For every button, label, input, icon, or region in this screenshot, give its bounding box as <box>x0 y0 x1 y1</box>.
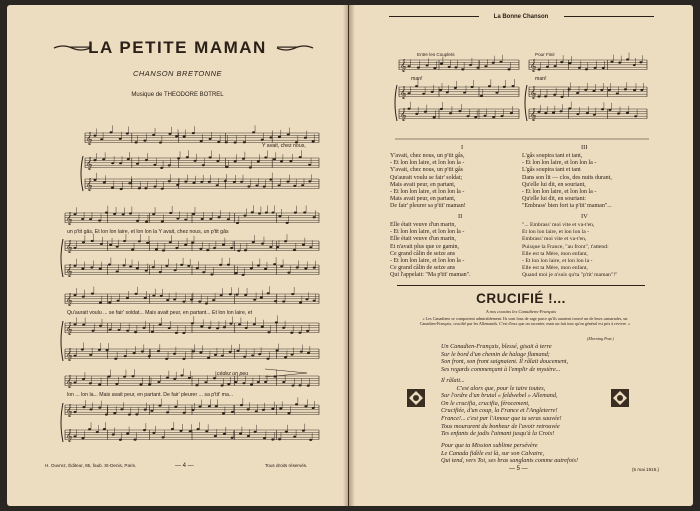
svg-text:𝄞: 𝄞 <box>66 212 73 225</box>
music-staff <box>529 101 647 121</box>
page-number-right: — 5 — <box>509 466 528 472</box>
svg-text:𝄞: 𝄞 <box>400 108 407 121</box>
music-staff <box>85 173 319 191</box>
system-brace <box>395 85 397 121</box>
lyric-line-2: un p'tit gâs, Et lon lon laire, et lon lon la Y avait, chez nous, un p'tit gâs <box>67 229 229 235</box>
music-staff <box>529 82 647 99</box>
verse-numeral-3: III <box>581 144 588 151</box>
verse-3: L'gâs soupira tant et tant, - Et lon lon laire, et lon lon la - L'gâs soupira tant et tant Dans son lit — clos, des nuits durant, Qu'elle lui dit, en souriant, - Et lon lon laire, et lon lon la - Qu'elle lui dit, en souriant: "Embrass' bien fort ta p'tit' maman"... <box>522 153 612 210</box>
label-man-2: man! <box>535 76 547 82</box>
svg-text:𝄞: 𝄞 <box>530 108 537 121</box>
verse-1: Y'avait, chez nous, un p'tit gâs, - Et lon lon laire, et lon lon la - Y'avait, chez nous, un p'tit gâs Qu'aurait voulu se fair' soldat; Mais avait peur, en partant, - Et lon lon laire, et lon lon la - Mais avait peur, en partant, De fair' pleurer sa p'tit' maman! <box>390 153 466 210</box>
label-pour-finir: Pour Finir <box>535 52 555 57</box>
left-score <box>7 5 348 506</box>
svg-text:𝄞: 𝄞 <box>66 348 73 361</box>
music-staff <box>65 422 319 442</box>
music-staff <box>65 257 319 277</box>
svg-text:𝄞: 𝄞 <box>66 322 73 335</box>
music-staff <box>65 315 319 335</box>
music-staff <box>399 102 519 121</box>
system-brace <box>61 403 63 442</box>
music-staff <box>65 397 319 417</box>
label-man-1: man! <box>411 76 423 82</box>
song-subtitle: CHANSON BRETONNE <box>132 69 223 78</box>
system-brace <box>61 321 63 361</box>
svg-text:𝄞: 𝄞 <box>400 59 407 72</box>
poem-stanza-4: Pour que ta Mission sublime persévère Le Canada fidèle est là, sur son Calvaire, Qui tend, vers Toi, ses bras sanglants comme autrefois! <box>441 442 579 465</box>
poem-date: (5 mai 1915.) <box>632 467 660 472</box>
svg-text:𝄞: 𝄞 <box>86 132 93 145</box>
music-staff <box>85 150 319 170</box>
song-title: LA PETITE MAMAN <box>88 38 267 57</box>
page-number-left: — 4 — <box>175 463 194 469</box>
book-gutter <box>343 5 355 506</box>
composer-credit: Musique de THEODORE BOTREL <box>131 92 224 98</box>
running-header: La Bonne Chanson <box>493 14 549 20</box>
system-brace <box>525 85 527 121</box>
fleuron-left-icon <box>407 389 425 407</box>
publisher-footer: H. Ouvrez, Éditeur, 85, faub. St-Denis, Paris. <box>45 463 137 468</box>
system-brace <box>81 156 83 191</box>
rights-footer: Tous droits réservés. <box>265 463 308 468</box>
label-entre-couplets: Entre les Couplets <box>417 52 455 57</box>
svg-text:𝄞: 𝄞 <box>530 86 537 99</box>
svg-text:𝄞: 𝄞 <box>86 178 93 191</box>
svg-text:𝄞: 𝄞 <box>66 429 73 442</box>
dedication: A nos cousins les Canadiens-Français <box>485 309 557 314</box>
press-note-source: (Morning Post.) <box>587 336 614 341</box>
music-staff <box>65 234 319 253</box>
system-brace <box>61 239 63 277</box>
lyric-line-4: lon ... lon la... Mais avait peur, en partant. De fair' pleurer ... sa p'tit' ma... <box>67 392 234 398</box>
verse-numeral-1: I <box>461 144 464 151</box>
tempo-marking: cédez un peu <box>217 371 249 377</box>
verse-numeral-2: II <box>458 213 463 220</box>
music-staff <box>65 369 319 388</box>
music-staff <box>65 343 319 361</box>
poem-stanza-2: Il râlait... C'est alors que, pour le taire toutes, Sur l'ordre d'un brutal « feldwebel » Allemand, On le crucifia, crucifia, férocement, Crucifiée, d'un coup, la France et l'Angleterre! <box>441 377 558 415</box>
lyric-line-1: Y avait, chez nous, <box>262 143 306 149</box>
svg-text:𝄞: 𝄞 <box>66 264 73 277</box>
svg-text:𝄞: 𝄞 <box>66 240 73 253</box>
svg-text:𝄞: 𝄞 <box>530 59 537 72</box>
right-page <box>349 5 693 506</box>
music-staff <box>65 205 319 225</box>
poem-stanza-3: France!... c'est par l'Amour que tu seras sauvée! Tous moururent du bonheur de l'avoir retrouvée Tes enfants de jadis l'aimant jusqu'à la Croix! <box>441 415 562 438</box>
music-staff <box>65 286 319 306</box>
verse-numeral-4: IV <box>581 213 588 220</box>
fleuron-right-icon <box>611 389 629 407</box>
section-divider <box>397 285 645 286</box>
section-title: CRUCIFIÉ !... <box>476 291 566 306</box>
left-page <box>7 5 348 506</box>
music-staff <box>399 55 519 72</box>
svg-text:𝄞: 𝄞 <box>400 86 407 99</box>
lyric-line-3: Qu'aurait voulu ... se fair' soldat... Mais avait peur, en partant... Et lon lon laire, et <box>67 310 253 316</box>
svg-text:𝄞: 𝄞 <box>66 293 73 306</box>
svg-text:𝄞: 𝄞 <box>66 404 73 417</box>
svg-text:𝄞: 𝄞 <box>86 157 93 170</box>
verse-2: Elle était veuve d'un marin, - Et lon lon laire, et lon lon la - Elle était veuve d'un marin, Et n'avait plus que ce gamin, Ce grand câlin de seize ans - Et lon lon laire, et lon lon la - Ce grand câlin de seize ans Qui l'appelait: "Ma p'tit' maman". <box>390 222 471 279</box>
verse-4: "... Embrass' moi vite et va-t'en, Et lon lon laire, et lon lon la - Embrass' moi vite et va-t'en, Puisque la France, "au front", t'attend: Elle est ta Mère, mon enfant, - Et lon lon laire, et lon lon la - Elle est ta Mère, mon enfant, Quand moi je n'suis qu'ta "p'tit' maman"!" <box>522 222 618 279</box>
poem-stanza-1: Un Canadien-Français, blessé, gisait à terre Sur le bord d'un chemin de halage flamand; Son front, son front saignaient. Il râlait doucement, Ses regards commençant à l'emplir de mystère... <box>441 343 569 373</box>
svg-text:𝄞: 𝄞 <box>66 375 73 388</box>
music-staff <box>399 79 519 99</box>
press-note: « Les Canadiens se comportent admirablement. Ils sont fous de rage parce qu'ils auraient trouvé un de leurs camarades, un Canadien-Français, crucifié par les Allemands. C'est d'eux que on raconter, mais un fait tout qu'on général est pris à revivre. » <box>419 316 631 326</box>
